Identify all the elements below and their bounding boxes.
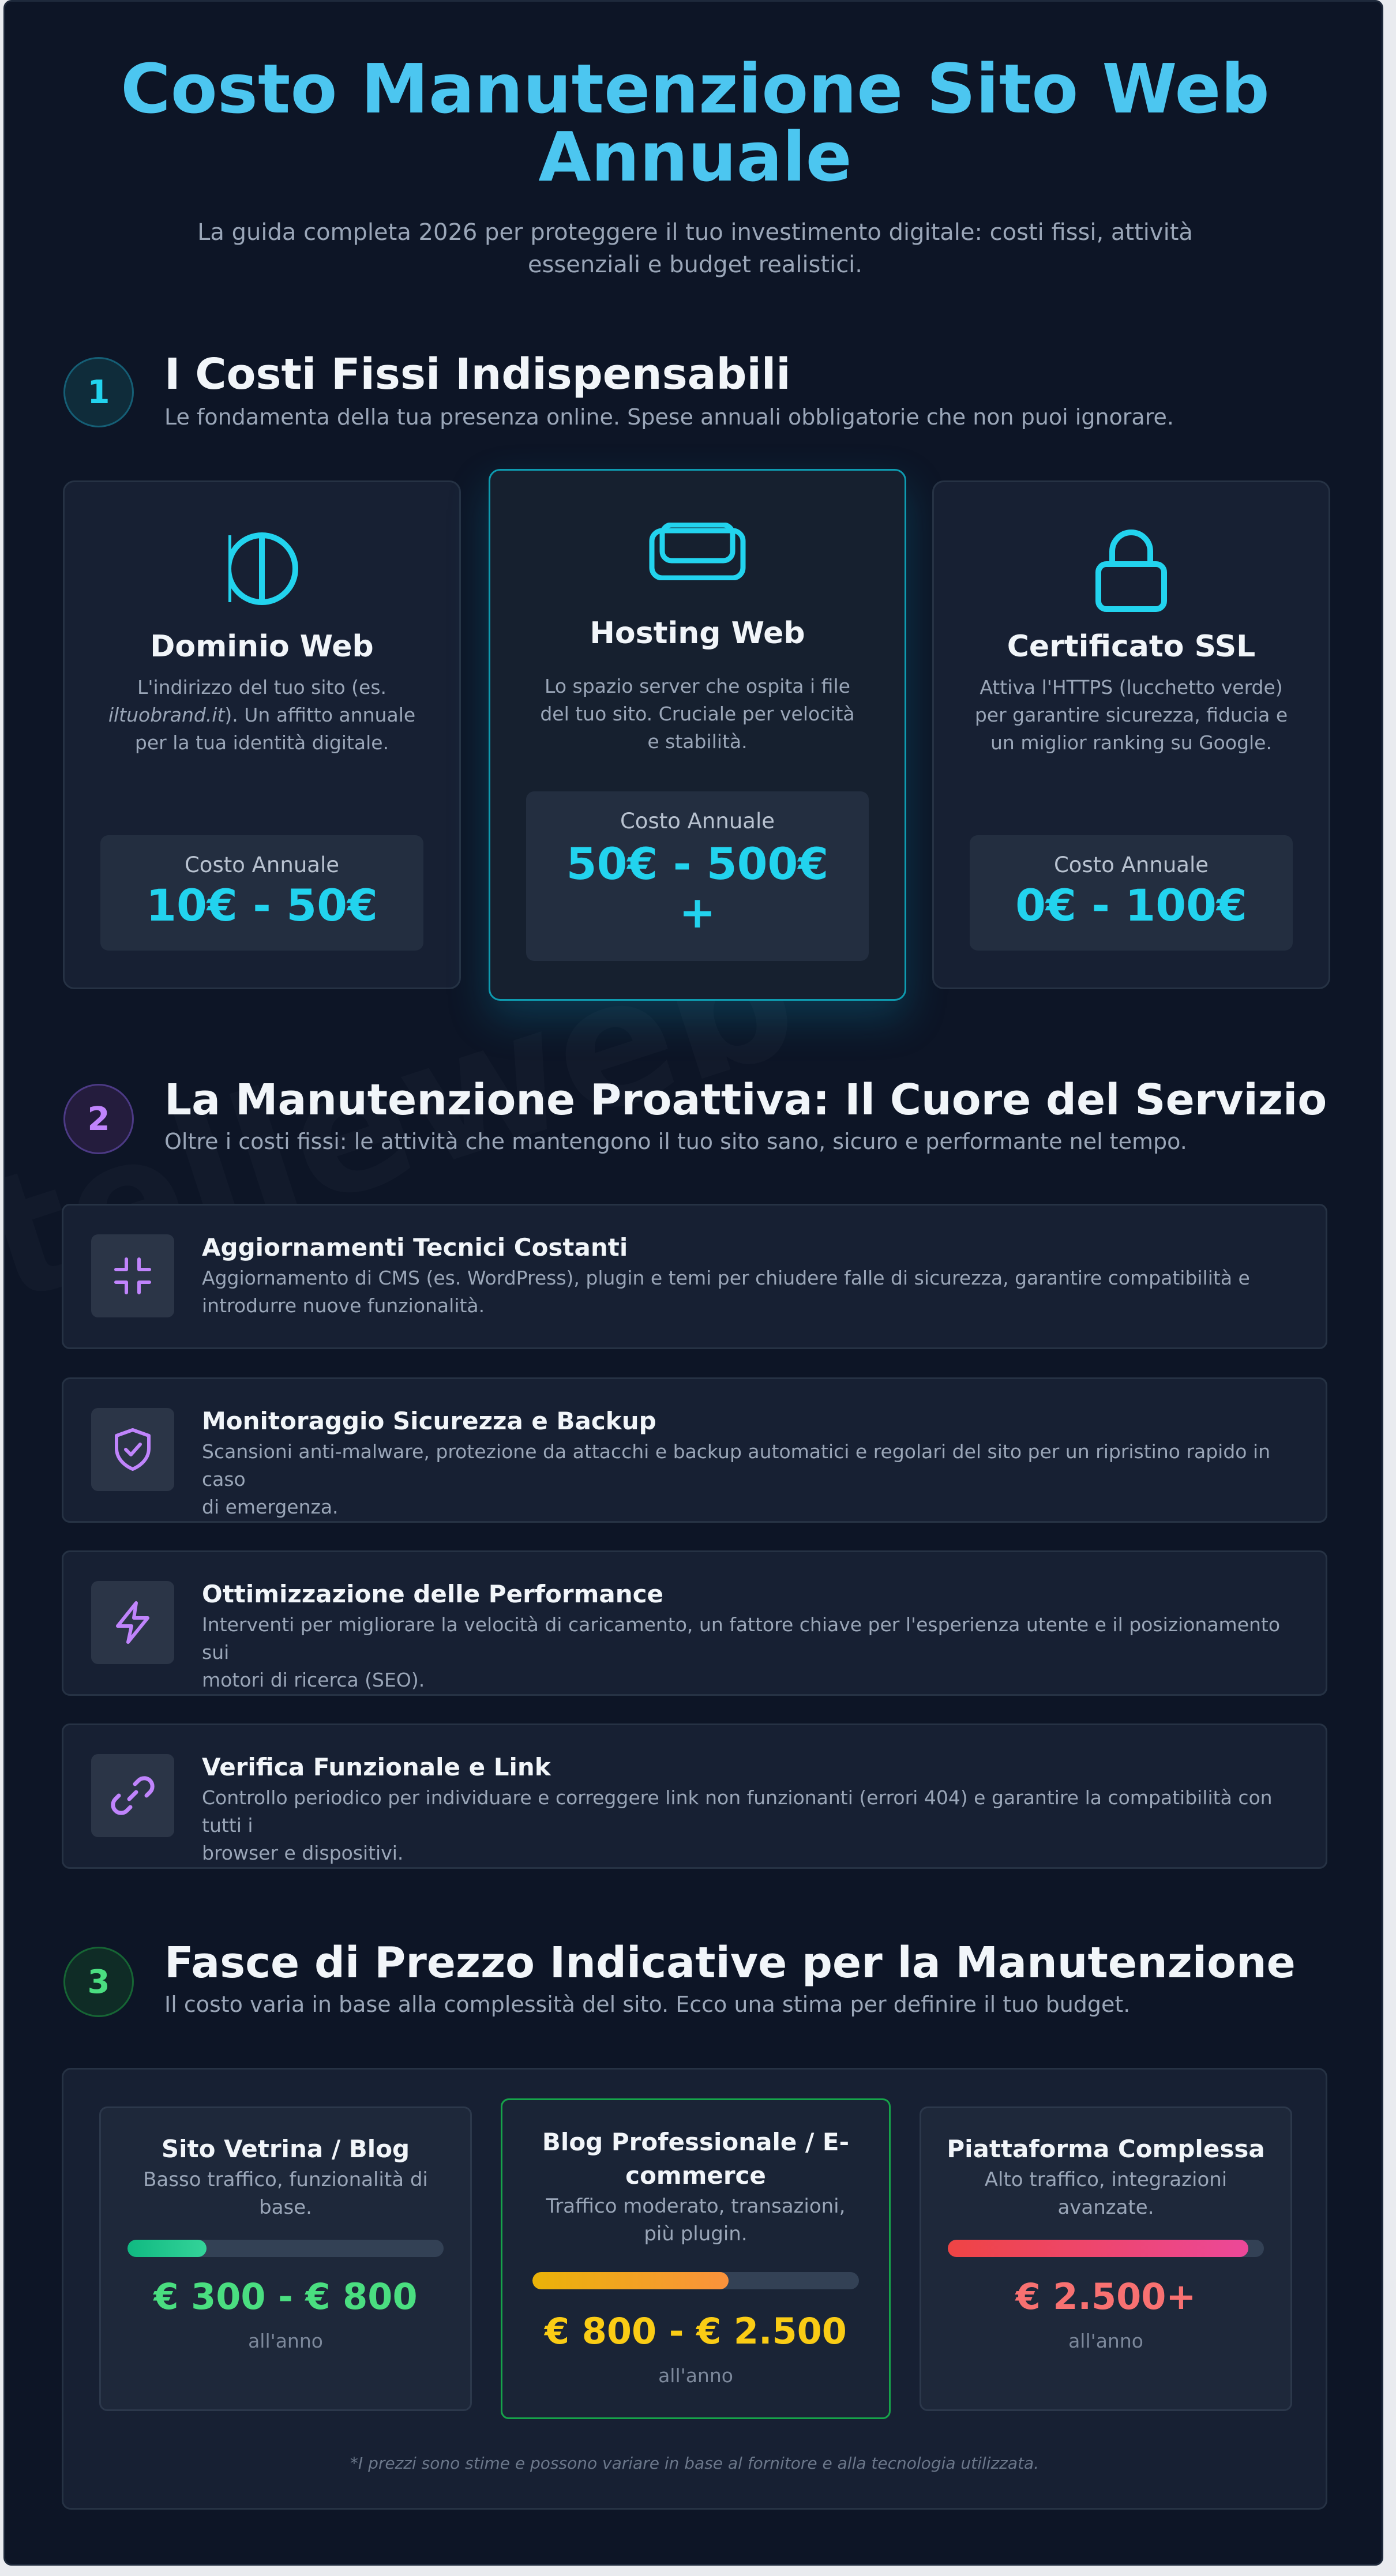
tier-level-bar: [127, 2240, 444, 2257]
tier-description: Basso traffico, funzionalità di base.: [143, 2168, 428, 2219]
section-number-badge: 1: [63, 357, 134, 427]
cost-card-hosting: [489, 469, 906, 1001]
tier-title: Blog Professionale / E- commerce: [542, 2128, 850, 2190]
item-description: Scansioni anti-malware, protezione da attacchi e backup automatici e regolari del sito per un ripristino rapido in caso di emergenza.: [202, 1440, 1271, 1518]
lock-icon: [1094, 526, 1169, 613]
tier-description: Alto traffico, integrazioni avanzate.: [984, 2168, 1228, 2219]
page-title: Costo Manutenzione Sito Web Annuale: [121, 49, 1270, 197]
shield-icon: [91, 1408, 174, 1491]
cost-card-domain: [63, 480, 461, 989]
section-title: Fasce di Prezzo Indicative per la Manutenzione: [164, 1938, 1296, 1988]
tier-period: all'anno: [1068, 2330, 1143, 2352]
tier-level-fill: [532, 2272, 729, 2289]
pricing-tier-basic: [99, 2106, 472, 2411]
tier-level-bar: [948, 2240, 1264, 2257]
cost-box: [970, 835, 1293, 951]
cost-value: 10€ - 50€: [146, 880, 378, 931]
section-title: I Costi Fissi Indispensabili: [164, 350, 791, 399]
tier-title: Piattaforma Complessa: [947, 2135, 1265, 2163]
maintenance-item: [62, 1377, 1327, 1523]
section-subtitle: Le fondamenta della tua presenza online. Spese annuali obbligatorie che non puoi ignorare.: [164, 404, 1174, 430]
section-number-badge: 3: [63, 1947, 134, 2017]
pricing-tier-complex: [920, 2106, 1292, 2411]
cost-label: Costo Annuale: [620, 809, 775, 833]
lightning-icon: [91, 1581, 174, 1664]
item-description: Interventi per migliorare la velocità di caricamento, un fattore chiave per l'esperienza utente e il posizionamento sui motori di ricerca (SEO).: [202, 1613, 1281, 1691]
tier-period: all'anno: [248, 2330, 323, 2352]
tier-price: € 800 - € 2.500: [545, 2310, 847, 2352]
tier-price: € 2.500+: [1015, 2275, 1196, 2318]
server-icon: [648, 523, 746, 580]
pricing-note: *I prezzi sono stime e possono variare in base al fornitore e alla tecnologia utilizzata.: [350, 2454, 1040, 2473]
link-icon: [91, 1754, 174, 1837]
cost-card-ssl: [932, 480, 1330, 989]
tier-description: Traffico moderato, transazioni, più plugin.: [546, 2195, 846, 2245]
item-title: Monitoraggio Sicurezza e Backup: [202, 1407, 656, 1435]
tier-price: € 300 - € 800: [153, 2275, 418, 2318]
section-number-badge: 2: [63, 1084, 134, 1154]
cost-label: Costo Annuale: [184, 853, 340, 877]
tier-period: all'anno: [658, 2364, 733, 2387]
tier-title: Sito Vetrina / Blog: [161, 2135, 410, 2163]
domain-icon: [216, 528, 308, 609]
cost-value: 50€ - 500€ +: [566, 838, 829, 938]
section-subtitle: Il costo varia in base alla complessità del sito. Ecco una stima per definire il tuo budget.: [164, 1992, 1131, 2017]
tier-level-fill: [948, 2240, 1248, 2257]
infographic: [3, 0, 1383, 2566]
section-title: La Manutenzione Proattiva: Il Cuore del Servizio: [164, 1075, 1327, 1125]
card-title: Dominio Web: [150, 629, 374, 664]
cost-box: [100, 835, 423, 951]
pricing-panel: [62, 2068, 1327, 2510]
card-title: Certificato SSL: [1007, 629, 1256, 664]
card-description: Lo spazio server che ospita i file del tuo sito. Cruciale per velocità e stabilità.: [540, 675, 855, 753]
item-description: Controllo periodico per individuare e correggere link non funzionanti (errori 404) e garantire la compatibilità con tutti i browser e dispositivi.: [202, 1786, 1273, 1864]
item-title: Ottimizzazione delle Performance: [202, 1580, 664, 1608]
cost-value: 0€ - 100€: [1015, 880, 1247, 931]
card-title: Hosting Web: [590, 616, 805, 651]
tier-level-fill: [127, 2240, 207, 2257]
section-subtitle: Oltre i costi fissi: le attività che mantengono il tuo sito sano, sicuro e performante nel tempo.: [164, 1129, 1187, 1154]
page-subtitle: La guida completa 2026 per proteggere il tuo investimento digitale: costi fissi, attività essenziali e budget realistici.: [197, 219, 1193, 278]
item-description: Aggiornamento di CMS (es. WordPress), plugin e temi per chiudere falle di sicurezza, garantire compatibilità e introdurre nuove funzionalità.: [202, 1267, 1250, 1317]
item-title: Verifica Funzionale e Link: [202, 1753, 551, 1781]
maintenance-item: [62, 1550, 1327, 1696]
card-description: Attiva l'HTTPS (lucchetto verde) per garantire sicurezza, fiducia e un miglior ranking su Google.: [974, 676, 1288, 754]
card-description: L'indirizzo del tuo sito (es. iltuobrand.it). Un affitto annuale per la tua identità digitale.: [108, 676, 416, 754]
update-icon: [91, 1234, 174, 1317]
maintenance-item: [62, 1723, 1327, 1869]
pricing-tier-professional: [501, 2098, 891, 2419]
tier-level-bar: [532, 2272, 859, 2289]
item-title: Aggiornamenti Tecnici Costanti: [202, 1233, 628, 1261]
maintenance-item: [62, 1204, 1327, 1349]
cost-label: Costo Annuale: [1053, 853, 1209, 877]
cost-box: [526, 791, 869, 961]
